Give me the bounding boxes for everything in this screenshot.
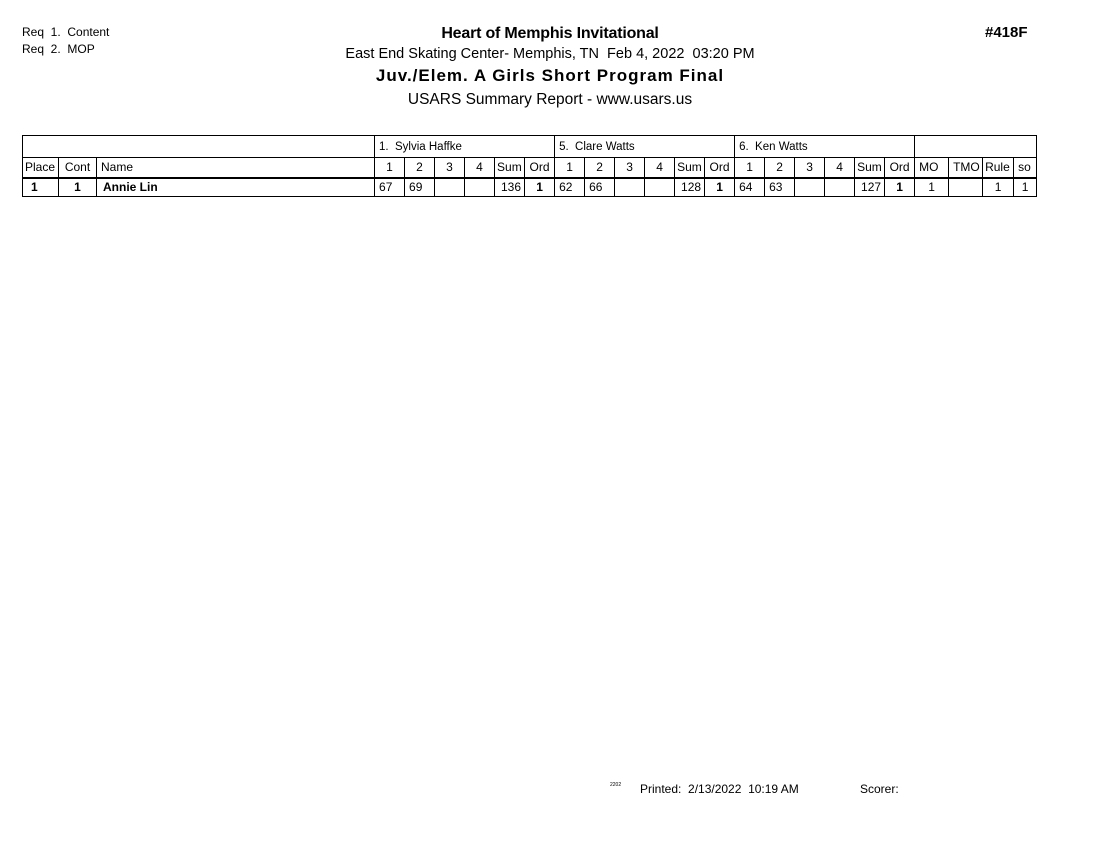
header-mo: MO bbox=[915, 158, 949, 178]
header-j6-score2: 2 bbox=[765, 158, 795, 178]
cell-j6-ord: 1 bbox=[885, 178, 915, 197]
cell-j6-sum: 127 bbox=[855, 178, 885, 197]
header-j6-ord: Ord bbox=[885, 158, 915, 178]
cell-place: 1 bbox=[23, 178, 59, 197]
cell-rule: 1 bbox=[983, 178, 1014, 197]
header-j6-score3: 3 bbox=[795, 158, 825, 178]
cell-j1-score1: 67 bbox=[375, 178, 405, 197]
header-j6-score4: 4 bbox=[825, 158, 855, 178]
cell-name: Annie Lin bbox=[97, 178, 375, 197]
header-j1-score2: 2 bbox=[405, 158, 435, 178]
competitor-row bbox=[23, 178, 1037, 197]
cell-j5-score4 bbox=[645, 178, 675, 197]
cell-j5-ord: 1 bbox=[705, 178, 735, 197]
cell-j5-sum: 128 bbox=[675, 178, 705, 197]
printed-timestamp: Printed: 2/13/2022 10:19 AM bbox=[640, 782, 799, 796]
scorer-label: Scorer: bbox=[860, 782, 899, 796]
header-tmo: TMO bbox=[949, 158, 983, 178]
judges-row-left-spacer bbox=[23, 136, 375, 158]
header-name: Name bbox=[97, 158, 375, 178]
header-j6-sum: Sum bbox=[855, 158, 885, 178]
report-header bbox=[0, 24, 1100, 112]
cell-mo: 1 bbox=[915, 178, 949, 197]
report-version: 2202 bbox=[610, 782, 622, 788]
event-title: Juv./Elem. A Girls Short Program Final bbox=[375, 66, 725, 85]
header-j5-sum: Sum bbox=[675, 158, 705, 178]
header-j1-ord: Ord bbox=[525, 158, 555, 178]
header-j5-score2: 2 bbox=[585, 158, 615, 178]
cell-j6-score4 bbox=[825, 178, 855, 197]
cell-so: 1 bbox=[1014, 178, 1037, 197]
header-so: so bbox=[1014, 158, 1037, 178]
header-j1-sum: Sum bbox=[495, 158, 525, 178]
req-line-2: Req 2. MOP bbox=[22, 42, 95, 56]
judge-6-name: 6. Ken Watts bbox=[735, 136, 915, 158]
header-j1-score1: 1 bbox=[375, 158, 405, 178]
header-j5-score4: 4 bbox=[645, 158, 675, 178]
cell-j1-score3 bbox=[435, 178, 465, 197]
judges-row-right-spacer bbox=[915, 136, 1037, 158]
report-type-line: USARS Summary Report - www.usars.us bbox=[407, 91, 693, 108]
venue-date-line: East End Skating Center- Memphis, TN Feb 4, 2022 03:20 PM bbox=[345, 46, 755, 62]
header-j5-score3: 3 bbox=[615, 158, 645, 178]
event-number: #418F bbox=[985, 24, 1028, 41]
cell-j1-sum: 136 bbox=[495, 178, 525, 197]
header-place: Place bbox=[23, 158, 59, 178]
cell-j6-score2: 63 bbox=[765, 178, 795, 197]
cell-j1-score2: 69 bbox=[405, 178, 435, 197]
cell-cont: 1 bbox=[59, 178, 97, 197]
judge-5-name: 5. Clare Watts bbox=[555, 136, 735, 158]
column-header-row bbox=[23, 158, 1037, 178]
cell-j1-score4 bbox=[465, 178, 495, 197]
header-j1-score4: 4 bbox=[465, 158, 495, 178]
cell-j5-score3 bbox=[615, 178, 645, 197]
cell-j6-score1: 64 bbox=[735, 178, 765, 197]
cell-j5-score2: 66 bbox=[585, 178, 615, 197]
header-j5-ord: Ord bbox=[705, 158, 735, 178]
header-j6-score1: 1 bbox=[735, 158, 765, 178]
cell-j6-score3 bbox=[795, 178, 825, 197]
judge-1-name: 1. Sylvia Haffke bbox=[375, 136, 555, 158]
header-j5-score1: 1 bbox=[555, 158, 585, 178]
cell-j5-score1: 62 bbox=[555, 178, 585, 197]
competition-title: Heart of Memphis Invitational bbox=[441, 25, 659, 42]
header-j1-score3: 3 bbox=[435, 158, 465, 178]
results-table bbox=[22, 135, 1037, 197]
req-line-1: Req 1. Content bbox=[22, 25, 110, 39]
judges-row bbox=[23, 136, 1037, 158]
cell-tmo bbox=[949, 178, 983, 197]
header-cont: Cont bbox=[59, 158, 97, 178]
cell-j1-ord: 1 bbox=[525, 178, 555, 197]
header-rule: Rule bbox=[983, 158, 1014, 178]
